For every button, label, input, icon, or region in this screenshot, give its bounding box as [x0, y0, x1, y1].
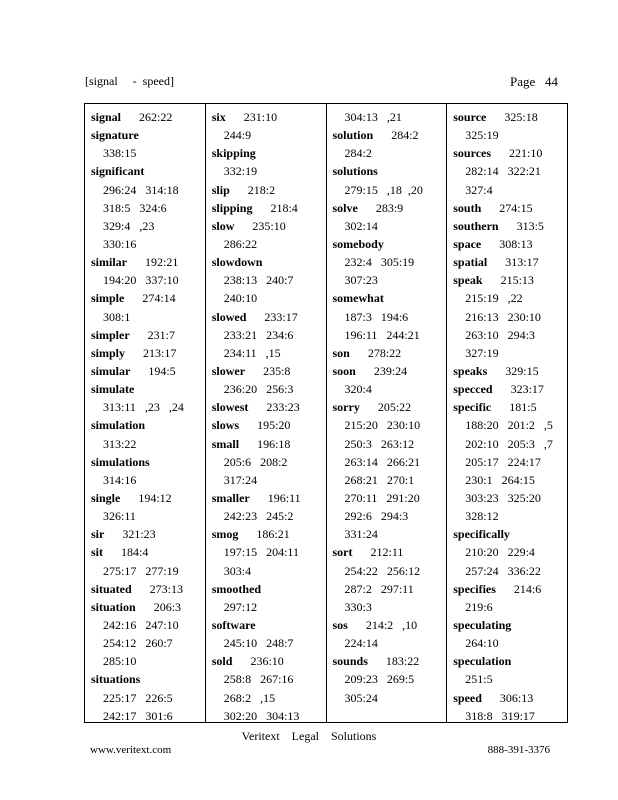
index-refs: 308:13 — [481, 236, 533, 251]
index-entry — [333, 235, 447, 253]
index-refs: 235:10 — [234, 218, 286, 233]
index-refs-continued: 297:12 — [223, 599, 258, 614]
index-entry — [453, 689, 567, 707]
index-term: significant — [91, 164, 145, 179]
index-refs: 194:12 — [120, 490, 172, 505]
index-refs: 306:13 — [481, 690, 534, 705]
index-entry — [453, 380, 567, 398]
index-term: simulate — [91, 382, 135, 397]
index-refs-continued: 338:15 — [103, 146, 137, 161]
company-name: Veritext Legal Solutions — [241, 729, 377, 743]
index-entry — [91, 543, 205, 561]
index-term: situated — [91, 581, 132, 596]
index-term: specific — [453, 400, 492, 415]
index-entry — [91, 289, 205, 307]
index-column-4 — [447, 104, 567, 722]
index-refs-continued: 313:22 — [103, 436, 137, 451]
index-refs-continued: 329:4 ,23 — [103, 218, 155, 233]
index-term: simpler — [91, 327, 130, 342]
index-term: slower — [211, 363, 246, 378]
index-entry — [453, 144, 567, 162]
index-refs-continued: 209:23 269:5 — [344, 672, 415, 687]
index-refs-continued: 286:22 — [223, 236, 258, 251]
index-refs: 218:2 — [229, 182, 276, 197]
index-refs: 239:24 — [355, 363, 408, 378]
index-term: soon — [332, 363, 356, 378]
index-term: speak — [453, 273, 483, 288]
index-refs-continued: 230:1 264:15 — [465, 472, 535, 487]
index-entry — [453, 616, 567, 634]
index-term: speed — [453, 690, 482, 705]
index-entry — [333, 126, 447, 144]
index-refs-continued: 279:15 ,18 ,20 — [344, 182, 423, 197]
index-entry — [212, 199, 326, 217]
index-entry — [91, 362, 205, 380]
index-refs-continued: 287:2 297:11 — [344, 581, 414, 596]
index-refs: 194:5 — [130, 363, 176, 378]
index-refs-continued: 270:11 291:20 — [344, 490, 420, 505]
index-entry — [212, 362, 326, 380]
index-refs-continued: 331:24 — [344, 527, 378, 542]
index-term: sold — [211, 654, 233, 669]
index-term: similar — [91, 255, 127, 270]
index-refs: 221:10 — [491, 146, 543, 161]
index-entry — [212, 398, 326, 416]
index-term: smaller — [211, 490, 250, 505]
index-refs: 214:6 — [495, 581, 542, 596]
index-term: sounds — [332, 654, 368, 669]
index-refs: 329:15 — [487, 363, 539, 378]
index-refs: 313:5 — [498, 218, 544, 233]
index-refs: 195:20 — [239, 418, 291, 433]
index-refs-continued: 263:14 266:21 — [344, 454, 421, 469]
index-term: somebody — [332, 236, 384, 251]
index-entry — [333, 199, 447, 217]
index-refs-continued: 284:2 — [344, 146, 372, 161]
index-entry — [212, 253, 326, 271]
index-refs-continued: 242:23 245:2 — [223, 509, 294, 524]
index-refs-continued: 245:10 248:7 — [223, 636, 294, 651]
index-entry — [91, 108, 205, 126]
index-refs-continued: 326:11 — [103, 509, 136, 524]
index-entry — [91, 253, 205, 271]
index-entry — [453, 108, 567, 126]
index-entry — [453, 199, 567, 217]
index-term: sir — [91, 527, 105, 542]
index-refs-continued: 282:14 322:21 — [465, 164, 541, 179]
index-refs: 183:22 — [367, 654, 420, 669]
index-refs: 233:23 — [248, 400, 300, 415]
index-entry — [212, 580, 326, 598]
index-entry — [453, 253, 567, 271]
index-refs: 283:9 — [357, 200, 404, 215]
index-entry — [91, 580, 205, 598]
index-term: simply — [91, 345, 126, 360]
index-entry — [212, 416, 326, 434]
index-refs-continued: 292:6 294:3 — [344, 509, 409, 524]
index-refs: 181:5 — [491, 400, 537, 415]
index-refs-continued: 263:10 294:3 — [465, 327, 535, 342]
index-term: specifically — [453, 527, 510, 542]
index-refs: 196:18 — [239, 436, 291, 451]
index-entry — [333, 543, 447, 561]
index-refs-continued: 238:13 240:7 — [223, 273, 294, 288]
index-grid — [84, 103, 568, 723]
index-refs-continued: 188:20 201:2 ,5 — [465, 418, 553, 433]
index-entry — [91, 380, 205, 398]
index-refs-continued: 196:11 244:21 — [344, 327, 420, 342]
index-entry — [91, 162, 205, 180]
index-refs: 274:15 — [481, 200, 533, 215]
index-term: simple — [91, 291, 125, 306]
index-refs-continued: 296:24 314:18 — [103, 182, 179, 197]
index-refs: 236:10 — [232, 654, 284, 669]
index-refs: 233:17 — [246, 309, 298, 324]
index-refs-continued: 250:3 263:12 — [344, 436, 415, 451]
index-term: south — [453, 200, 482, 215]
index-term: solutions — [332, 164, 378, 179]
index-term: speculating — [453, 617, 512, 632]
index-entry — [91, 489, 205, 507]
index-entry — [333, 162, 447, 180]
index-entry — [333, 344, 447, 362]
index-refs-continued: 236:20 256:3 — [223, 382, 294, 397]
index-refs-continued: 232:4 305:19 — [344, 255, 415, 270]
index-term: spatial — [453, 255, 488, 270]
index-refs-continued: 225:17 226:5 — [103, 690, 173, 705]
index-entry — [212, 308, 326, 326]
index-term: signature — [91, 128, 139, 143]
index-refs: 231:10 — [225, 110, 278, 124]
index-refs-continued: 330:16 — [103, 236, 137, 251]
index-entry — [333, 398, 447, 416]
index-refs: 273:13 — [131, 581, 184, 596]
index-entry — [453, 652, 567, 670]
index-term: simulation — [91, 418, 146, 433]
index-refs-continued: 215:19 ,22 — [465, 291, 523, 306]
index-entry — [453, 362, 567, 380]
index-term: southern — [453, 218, 499, 233]
index-refs-continued: 205:17 224:17 — [465, 454, 541, 469]
index-refs-continued: 194:20 337:10 — [103, 273, 179, 288]
index-refs-continued: 197:15 204:11 — [223, 545, 299, 560]
index-refs-continued: 202:10 205:3 ,7 — [465, 436, 553, 451]
index-entry — [212, 181, 326, 199]
index-term: smog — [211, 527, 239, 542]
index-term: solve — [332, 200, 358, 215]
index-term: situation — [91, 599, 136, 614]
index-term: slowest — [211, 400, 249, 415]
index-entry — [212, 108, 326, 126]
index-refs-continued: 330:3 — [344, 599, 372, 614]
index-refs-continued: 258:8 267:16 — [223, 672, 294, 687]
index-refs-continued: 303:4 — [223, 563, 252, 578]
index-refs-continued: 240:10 — [223, 291, 258, 306]
index-refs-continued: 187:3 194:6 — [344, 309, 409, 324]
index-refs-continued: 305:24 — [344, 690, 378, 705]
index-refs-continued: 254:22 256:12 — [344, 563, 421, 578]
index-refs-continued: 320:4 — [344, 382, 372, 397]
index-refs-continued: 313:11 ,23 ,24 — [103, 400, 184, 415]
index-refs-continued: 224:14 — [344, 636, 378, 651]
index-refs: 215:13 — [482, 273, 534, 288]
index-entry — [453, 271, 567, 289]
index-entry — [91, 525, 205, 543]
index-refs-continued: 244:9 — [223, 128, 252, 143]
index-entry — [453, 580, 567, 598]
index-term: six — [211, 110, 226, 124]
index-refs-continued: 317:24 — [223, 472, 258, 487]
index-entry — [333, 652, 447, 670]
index-entry — [91, 326, 205, 344]
index-term: speaks — [453, 363, 488, 378]
index-refs-continued: 216:13 230:10 — [465, 309, 541, 324]
index-refs-continued: 242:16 247:10 — [103, 617, 179, 632]
index-term: space — [453, 236, 482, 251]
index-term: speculation — [453, 654, 512, 669]
index-refs-continued: 285:10 — [103, 654, 137, 669]
index-term: slowdown — [211, 255, 263, 270]
index-refs-continued: 325:19 — [465, 128, 499, 143]
index-entry — [453, 398, 567, 416]
index-term: software — [211, 617, 256, 632]
index-term: slow — [211, 218, 235, 233]
index-refs: 192:21 — [127, 255, 179, 270]
index-refs-continued: 308:1 — [103, 309, 131, 324]
index-term: sort — [332, 545, 353, 560]
index-refs-continued: 318:8 319:17 — [465, 708, 535, 722]
index-term: situations — [91, 672, 141, 687]
index-refs-continued: 302:14 — [344, 218, 378, 233]
index-entry — [333, 616, 447, 634]
index-term: slipping — [211, 200, 253, 215]
index-refs: 323:17 — [492, 382, 544, 397]
index-refs-continued: 242:17 301:6 — [103, 708, 173, 722]
index-entry — [91, 598, 205, 616]
index-term: sos — [332, 617, 348, 632]
index-refs: 184:4 — [103, 545, 149, 560]
index-refs-continued: 328:12 — [465, 509, 499, 524]
index-refs-continued: 210:20 229:4 — [465, 545, 535, 560]
index-term: skipping — [211, 146, 256, 161]
index-refs: 213:17 — [125, 345, 177, 360]
index-refs: 218:4 — [252, 200, 298, 215]
index-refs: 231:7 — [129, 327, 176, 342]
index-refs-continued: 318:5 324:6 — [103, 200, 167, 215]
index-refs-continued: 302:20 304:13 — [223, 708, 300, 722]
index-entry — [453, 217, 567, 235]
index-column-1 — [85, 104, 206, 722]
index-refs-continued: 233:21 234:6 — [223, 327, 294, 342]
index-range: [signal - speed] — [85, 74, 174, 88]
index-refs: 313:17 — [487, 255, 539, 270]
index-refs: 321:23 — [104, 527, 156, 542]
index-refs-continued: 234:11 ,15 — [223, 345, 281, 360]
index-term: slowed — [211, 309, 247, 324]
index-term: signal — [91, 110, 122, 124]
index-term: smoothed — [211, 581, 262, 596]
index-refs-continued: 304:13 ,21 — [344, 110, 402, 124]
index-refs-continued: 327:4 — [465, 182, 493, 197]
index-entry — [212, 525, 326, 543]
index-refs-continued: 205:6 208:2 — [223, 454, 288, 469]
index-refs-continued: 251:5 — [465, 672, 493, 687]
index-entry — [91, 344, 205, 362]
index-entry — [212, 489, 326, 507]
index-entry — [91, 126, 205, 144]
index-refs-continued: 215:20 230:10 — [344, 418, 421, 433]
page-number: Page 44 — [509, 74, 558, 89]
index-refs: 206:3 — [135, 599, 182, 614]
index-refs-continued: 314:16 — [103, 472, 137, 487]
index-refs-continued: 303:23 325:20 — [465, 490, 541, 505]
index-term: son — [332, 345, 350, 360]
index-entry — [333, 289, 447, 307]
index-term: sit — [91, 545, 103, 560]
index-term: small — [211, 436, 240, 451]
index-entry — [453, 235, 567, 253]
index-column-2 — [206, 104, 327, 722]
index-refs-continued: 268:21 270:1 — [344, 472, 415, 487]
index-entry — [212, 435, 326, 453]
index-entry — [91, 416, 205, 434]
index-entry — [212, 217, 326, 235]
index-refs-continued: 264:10 — [465, 636, 499, 651]
index-term: sources — [453, 146, 492, 161]
index-entry — [453, 525, 567, 543]
index-refs: 274:14 — [124, 291, 176, 306]
index-term: sorry — [332, 400, 360, 415]
index-column-3 — [327, 104, 448, 722]
index-refs: 214:2 ,10 — [347, 617, 418, 632]
index-refs-continued: 332:19 — [223, 164, 258, 179]
index-refs-continued: 307:23 — [344, 273, 378, 288]
index-entry — [212, 652, 326, 670]
index-term: simular — [91, 363, 131, 378]
index-refs: 325:18 — [486, 110, 538, 124]
index-term: simulations — [91, 454, 150, 469]
index-refs-continued: 327:19 — [465, 345, 499, 360]
index-term: slows — [211, 418, 240, 433]
index-refs-continued: 257:24 336:22 — [465, 563, 541, 578]
index-entry — [333, 362, 447, 380]
index-refs-continued: 268:2 ,15 — [223, 690, 276, 705]
website: www.veritext.com — [90, 744, 172, 756]
index-entry — [91, 670, 205, 688]
index-refs: 278:22 — [349, 345, 402, 360]
index-refs: 186:21 — [238, 527, 290, 542]
index-entry — [91, 453, 205, 471]
index-entry — [212, 616, 326, 634]
index-term: source — [453, 110, 487, 124]
index-term: single — [91, 490, 121, 505]
index-refs-continued: 254:12 260:7 — [103, 636, 173, 651]
index-term: somewhat — [332, 291, 384, 306]
index-refs: 262:22 — [121, 110, 173, 124]
index-term: solution — [332, 128, 374, 143]
index-refs-continued: 275:17 277:19 — [103, 563, 179, 578]
index-term: slip — [211, 182, 230, 197]
index-term: specced — [453, 382, 493, 397]
index-refs: 284:2 — [373, 128, 419, 143]
index-refs: 235:8 — [245, 363, 291, 378]
phone-number: 888-391-3376 — [487, 744, 550, 756]
index-refs: 212:11 — [352, 545, 404, 560]
index-refs: 196:11 — [249, 490, 301, 505]
index-refs-continued: 219:6 — [465, 599, 493, 614]
index-refs: 205:22 — [359, 400, 412, 415]
index-term: specifies — [453, 581, 496, 596]
index-entry — [212, 144, 326, 162]
